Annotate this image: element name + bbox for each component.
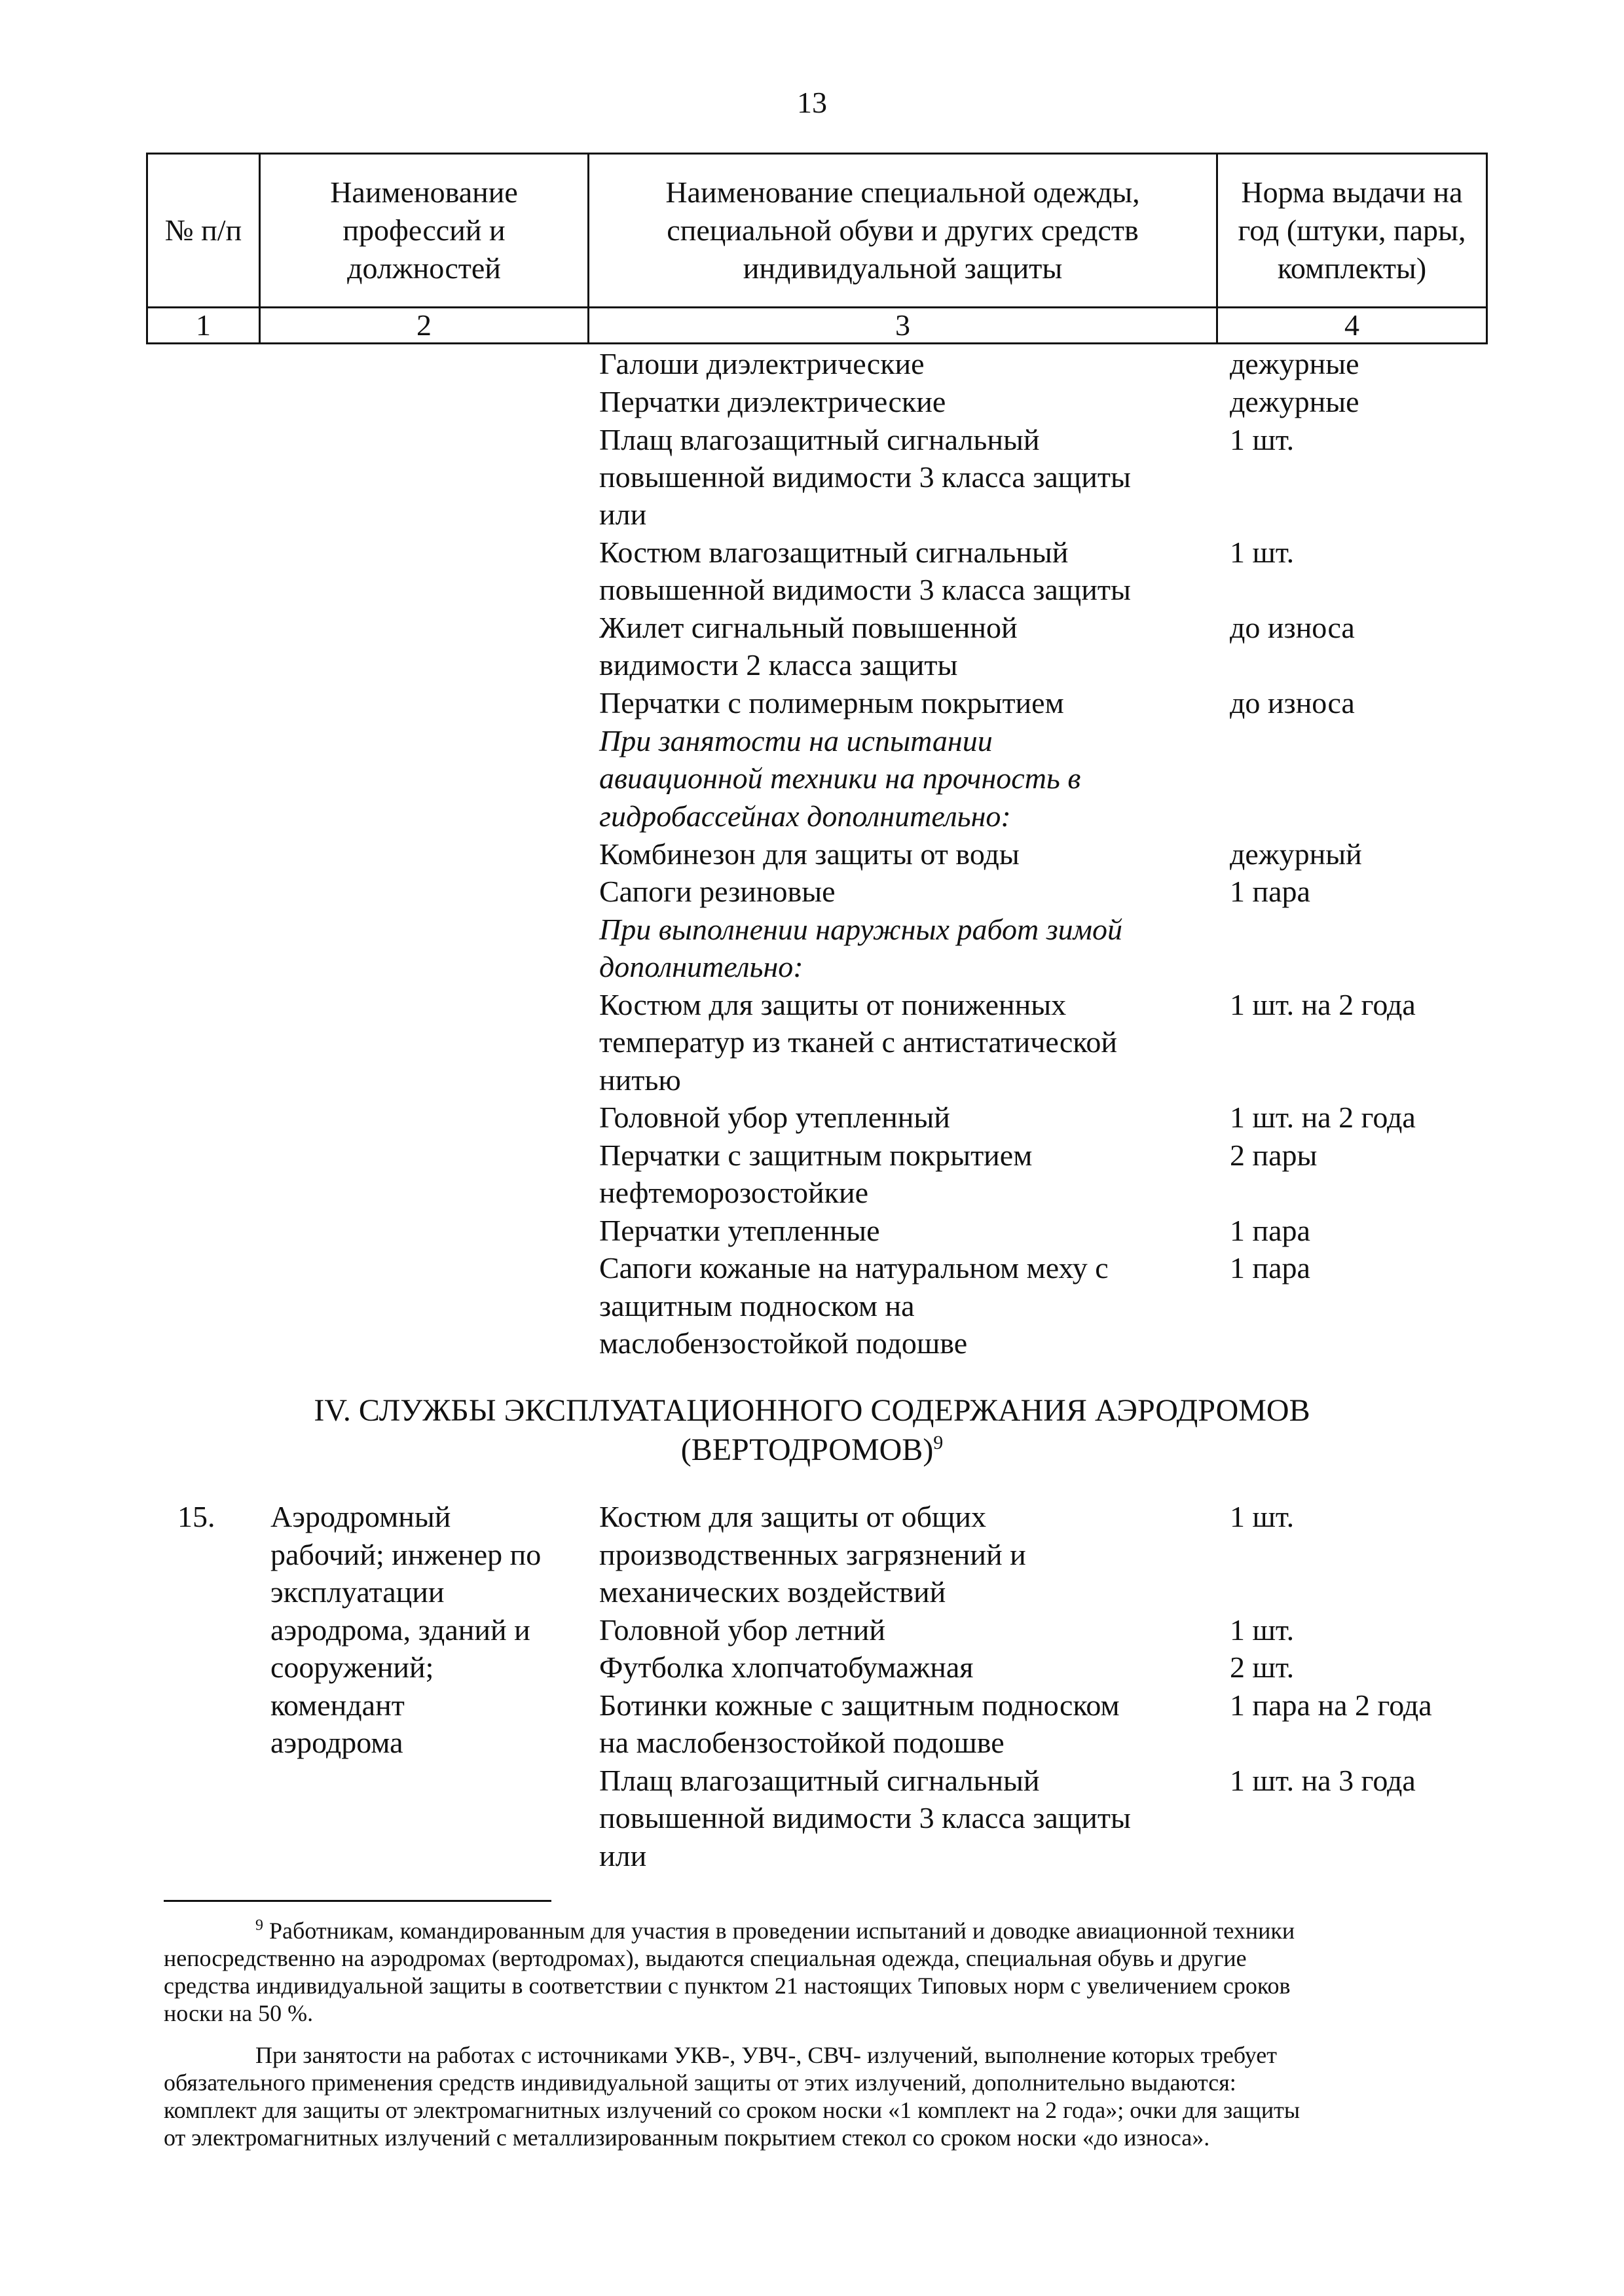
item-norm: 1 шт. — [1230, 1613, 1295, 1647]
profession-line: сооружений; — [270, 1650, 434, 1684]
item-name: Перчатки с защитным покрытием — [599, 1139, 1033, 1172]
item-norm: 1 пара — [1230, 1214, 1310, 1247]
profession-line: Аэродромный — [270, 1500, 451, 1533]
footnote-separator — [164, 1900, 551, 1902]
footnote-mark: 9 — [255, 1917, 263, 1934]
item-norm: 1 пара на 2 года — [1230, 1688, 1432, 1722]
item-name: Костюм влагозащитный сигнальный — [599, 536, 1069, 569]
item-name: Костюм для защиты от пониженных — [599, 988, 1067, 1021]
item-name: Комбинезон для защиты от воды — [599, 837, 1020, 871]
header-col-number: № п/п — [147, 154, 260, 308]
profession-line: аэродрома, зданий и — [270, 1613, 530, 1647]
item-name: Ботинки кожные с защитным подноском — [599, 1688, 1120, 1722]
footnote-line: средства индивидуальной защиты в соответствии с пунктом 21 настоящих Типовых норм с увеличением сроков — [164, 1973, 1291, 1999]
item-norm: 1 шт. — [1230, 1500, 1295, 1533]
item-name: Жилет сигнальный повышенной — [599, 611, 1018, 644]
item-name: Сапоги резиновые — [599, 875, 836, 908]
item-norm: 1 пара — [1230, 1251, 1310, 1285]
column-number: 4 — [1217, 308, 1487, 344]
item-norm: до износа — [1230, 611, 1355, 644]
item-norm: дежурный — [1230, 837, 1362, 871]
condition-note: авиационной техники на прочность в — [599, 761, 1081, 795]
condition-note: При занятости на испытании — [599, 724, 993, 757]
entry-number: 15. — [177, 1500, 215, 1533]
profession-line: рабочий; инженер по — [270, 1538, 542, 1571]
item-name-cont: или — [599, 498, 647, 531]
profession-line: эксплуатации — [270, 1575, 445, 1609]
profession-line: аэродрома — [270, 1726, 403, 1759]
item-name-cont: нитью — [599, 1063, 681, 1097]
item-norm: 1 шт. на 3 года — [1230, 1764, 1416, 1797]
item-name-cont: нефтеморозостойкие — [599, 1176, 868, 1209]
page-number: 13 — [797, 86, 827, 119]
column-number: 2 — [260, 308, 589, 344]
section-heading-line1: IV. СЛУЖБЫ ЭКСПЛУАТАЦИОННОГО СОДЕРЖАНИЯ АЭРОДРОМОВ — [314, 1393, 1310, 1428]
item-name: Костюм для защиты от общих — [599, 1500, 987, 1533]
header-col-profession: Наименование профессий и должностей — [260, 154, 589, 308]
item-name-cont: на маслобензостойкой подошве — [599, 1726, 1005, 1759]
column-number: 1 — [147, 308, 260, 344]
item-norm: дежурные — [1230, 347, 1359, 380]
item-norm: 1 шт. на 2 года — [1230, 988, 1416, 1021]
item-norm: 1 шт. — [1230, 536, 1295, 569]
table-header — [146, 153, 1488, 344]
condition-note: гидробассейнах дополнительно: — [599, 799, 1011, 833]
item-norm: дежурные — [1230, 385, 1359, 418]
footnote-line: обязательного применения средств индивидуальной защиты от этих излучений, дополнительно выдаются: — [164, 2069, 1236, 2096]
item-name-cont: повышенной видимости 3 класса защиты — [599, 573, 1131, 606]
item-norm: 2 шт. — [1230, 1650, 1295, 1684]
column-number: 3 — [589, 308, 1217, 344]
item-norm: 1 пара — [1230, 875, 1310, 908]
item-name-cont: маслобензостойкой подошве — [599, 1326, 968, 1360]
condition-note: При выполнении наружных работ зимой — [599, 913, 1123, 946]
item-name-cont: производственных загрязнений и — [599, 1538, 1026, 1571]
item-name: Головной убор утепленный — [599, 1101, 950, 1134]
item-norm: 2 пары — [1230, 1139, 1318, 1172]
footnote-line: непосредственно на аэродромах (вертодромах), выдаются специальная одежда, специальная обувь и другие — [164, 1945, 1247, 1971]
footnote-reference: 9 — [933, 1432, 944, 1453]
item-norm: до износа — [1230, 686, 1355, 720]
item-name-cont: видимости 2 класса защиты — [599, 648, 958, 682]
item-norm: 1 шт. — [1230, 423, 1295, 456]
profession-line: комендант — [270, 1688, 405, 1722]
item-name-cont: защитным подноском на — [599, 1289, 915, 1322]
item-name-cont: температур из тканей с антистатической — [599, 1025, 1117, 1059]
item-name-cont: повышенной видимости 3 класса защиты — [599, 460, 1131, 494]
item-name: Плащ влагозащитный сигнальный — [599, 423, 1040, 456]
header-col-equipment: Наименование специальной одежды, специальной обуви и других средств индивидуальной защиты — [589, 154, 1217, 308]
item-norm: 1 шт. на 2 года — [1230, 1101, 1416, 1134]
footnote-line: комплект для защиты от электромагнитных излучений со сроком носки «1 комплект на 2 года»; очки для защиты — [164, 2097, 1301, 2123]
item-name-cont: механических воздействий — [599, 1575, 946, 1609]
item-name-cont: или — [599, 1839, 647, 1872]
item-name: Головной убор летний — [599, 1613, 885, 1647]
footnote-line: носки на 50 %. — [164, 2000, 314, 2026]
section-heading-line2: (ВЕРТОДРОМОВ)$^9$ — [680, 1432, 944, 1467]
item-name: Сапоги кожаные на натуральном меху с — [599, 1251, 1109, 1285]
footnote-line: При занятости на работах с источниками УКВ-, УВЧ-, СВЧ- излучений, выполнение которых требует — [255, 2042, 1277, 2068]
item-name: Перчатки утепленные — [599, 1214, 880, 1247]
footnote-line: от электромагнитных излучений с металлизированным покрытием стекол со сроком носки «до износа». — [164, 2124, 1210, 2151]
section-heading — [0, 1391, 1624, 1470]
item-name: Перчатки с полимерным покрытием — [599, 686, 1064, 720]
header-col-norm: Норма выдачи на год (штуки, пары, комплекты) — [1217, 154, 1487, 308]
footnote-line: $^9$ Работникам, командированным для участия в проведении испытаний и доводке авиационной техники — [255, 1917, 1295, 1944]
item-name: Перчатки диэлектрические — [599, 385, 946, 418]
item-name: Футболка хлопчатобумажная — [599, 1650, 974, 1684]
item-name: Галоши диэлектрические — [599, 347, 925, 380]
condition-note: дополнительно: — [599, 950, 803, 983]
item-name-cont: повышенной видимости 3 класса защиты — [599, 1801, 1131, 1834]
item-name: Плащ влагозащитный сигнальный — [599, 1764, 1040, 1797]
